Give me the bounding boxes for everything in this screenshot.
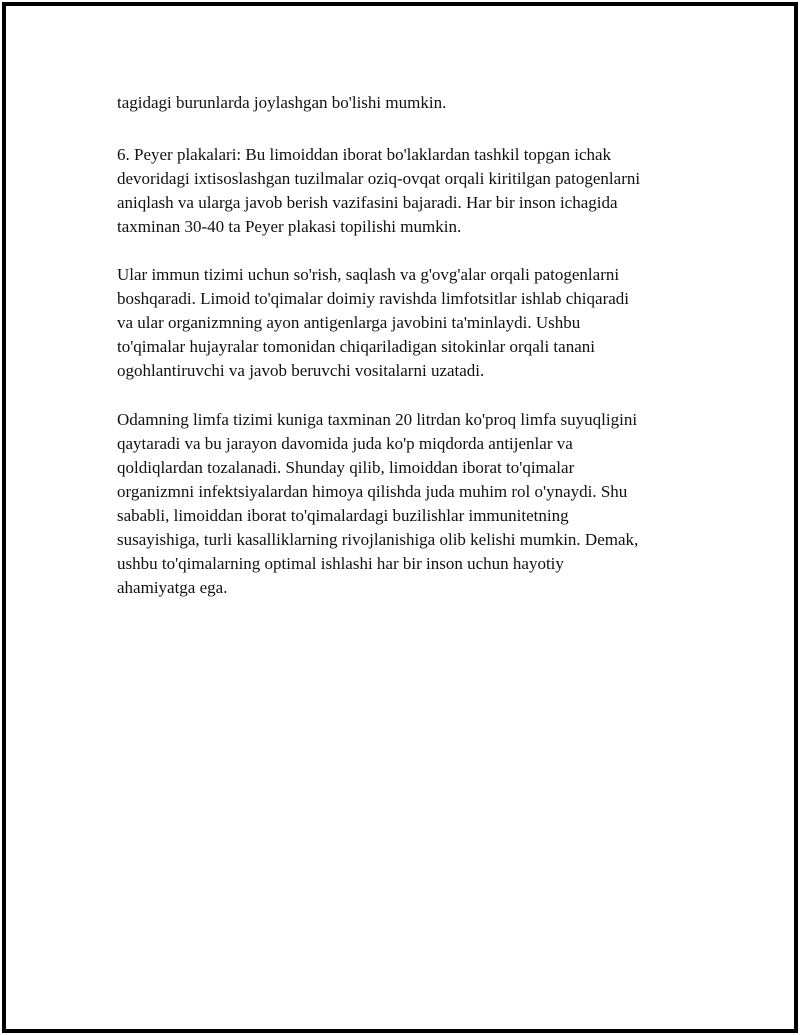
text-line: 6. Peyer plakalari: Bu limoiddan iborat bo'laklardan tashkil topgan ichak: [117, 145, 612, 164]
text-line: tagidagi burunlarda joylashgan bo'lishi mumkin.: [117, 93, 447, 112]
text-line: to'qimalar hujayralar tomonidan chiqariladigan sitokinlar orqali tanani: [117, 337, 595, 356]
text-line: susayishiga, turli kasalliklarning rivojlanishiga olib kelishi mumkin. Demak,: [117, 530, 639, 549]
text-line: ahamiyatga ega.: [117, 578, 228, 597]
text-line: aniqlash va ularga javob berish vazifasini bajaradi. Har bir inson ichagida: [117, 193, 618, 212]
paragraph: [117, 263, 757, 383]
text-line: taxminan 30-40 ta Peyer plakasi topilishi mumkin.: [117, 217, 462, 236]
paragraph: [117, 143, 757, 239]
text-line: qoldiqlardan tozalanadi. Shunday qilib, limoiddan iborat to'qimalar: [117, 458, 575, 477]
text-line: Odamning limfa tizimi kuniga taxminan 20 litrdan ko'proq limfa suyuqligini: [117, 410, 638, 429]
document-body: [117, 91, 757, 600]
paragraph: [117, 91, 757, 115]
text-line: boshqaradi. Limoid to'qimalar doimiy ravishda limfotsitlar ishlab chiqaradi: [117, 289, 630, 308]
text-line: ogohlantiruvchi va javob beruvchi vositalarni uzatadi.: [117, 361, 485, 380]
text-line: sababli, limoiddan iborat to'qimalardagi buzilishlar immunitetning: [117, 506, 569, 525]
text-line: devoridagi ixtisoslashgan tuzilmalar oziq-ovqat orqali kiritilgan patogenlarni: [117, 169, 641, 188]
text-line: Ular immun tizimi uchun so'rish, saqlash va g'ovg'alar orqali patogenlarni: [117, 265, 620, 284]
text-line: qaytaradi va bu jarayon davomida juda ko'p miqdorda antijenlar va: [117, 434, 573, 453]
text-line: ushbu to'qimalarning optimal ishlashi har bir inson uchun hayotiy: [117, 554, 564, 573]
paragraph: [117, 408, 757, 600]
text-line: va ular organizmning ayon antigenlarga javobini ta'minlaydi. Ushbu: [117, 313, 581, 332]
text-line: organizmni infektsiyalardan himoya qilishda juda muhim rol o'ynaydi. Shu: [117, 482, 628, 501]
